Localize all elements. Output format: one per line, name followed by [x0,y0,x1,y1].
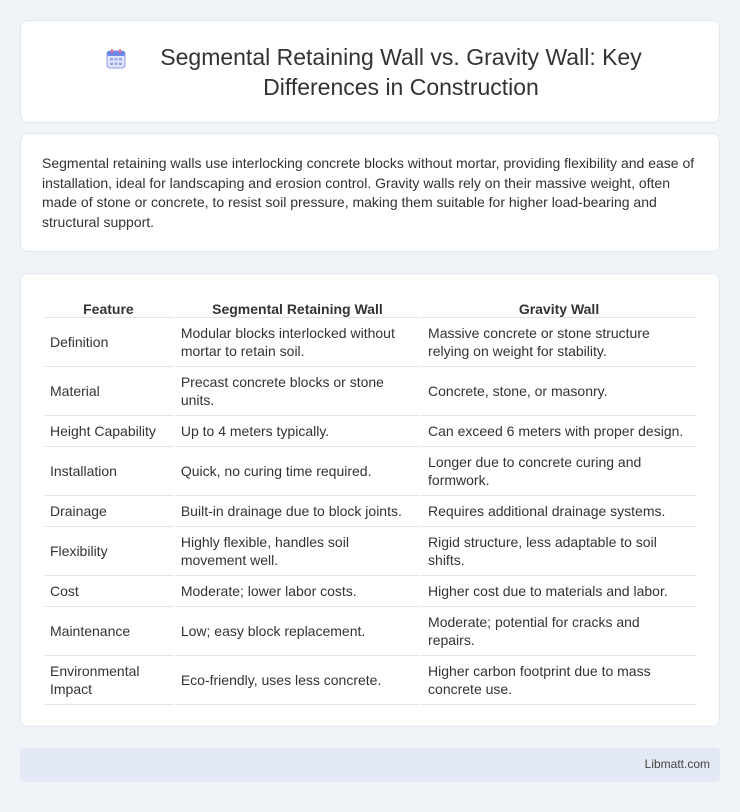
header-card [20,20,720,123]
row-feature: Definition [44,318,173,367]
row-feature: Height Capability [44,416,173,447]
row-feature: Drainage [44,496,173,527]
row-segmental: Moderate; lower labor costs. [175,576,420,607]
table-row [44,576,696,607]
comparison-table [42,296,698,705]
row-segmental: Modular blocks interlocked without mortar to retain soil. [175,318,420,367]
row-feature: Flexibility [44,527,173,576]
row-segmental: Quick, no curing time required. [175,447,420,496]
row-gravity: Rigid structure, less adaptable to soil shifts. [422,527,696,576]
row-gravity: Higher carbon footprint due to mass concrete use. [422,656,696,705]
row-segmental: Precast concrete blocks or stone units. [175,367,420,416]
row-gravity: Requires additional drainage systems. [422,496,696,527]
header-feature: Feature [44,296,173,318]
row-segmental: Built-in drainage due to block joints. [175,496,420,527]
row-feature: Installation [44,447,173,496]
row-feature: Cost [44,576,173,607]
table-row [44,447,696,496]
footer-source-link[interactable]: Libmatt.com [644,757,710,771]
intro-card [20,133,720,252]
comparison-card [20,273,720,727]
row-gravity: Moderate; potential for cracks and repairs. [422,607,696,656]
row-feature: Material [44,367,173,416]
page-title: Segmental Retaining Wall vs. Gravity Wall: Key Differences in Construction [160,43,642,100]
row-feature: Maintenance [44,607,173,656]
row-feature: Environmental Impact [44,656,173,705]
header-segmental: Segmental Retaining Wall [175,296,420,318]
table-header-row [44,296,696,318]
row-gravity: Higher cost due to materials and labor. [422,576,696,607]
table-row [44,607,696,656]
row-gravity: Concrete, stone, or masonry. [422,367,696,416]
table-row [44,367,696,416]
table-row [44,416,696,447]
table-row [44,318,696,367]
intro-paragraph: Segmental retaining walls use interlocking concrete blocks without mortar, providing flexibility and ease of installation, ideal for landscaping and erosion control. Gravity walls rely on their massive weight, often made of stone or concrete, to resist soil pressure, making them suitable for higher load-bearing and structural support. [42,155,695,230]
table-row [44,527,696,576]
table-row [44,656,696,705]
row-segmental: Low; easy block replacement. [175,607,420,656]
row-gravity: Longer due to concrete curing and formwork. [422,447,696,496]
row-segmental: Highly flexible, handles soil movement well. [175,527,420,576]
row-segmental: Up to 4 meters typically. [175,416,420,447]
header-gravity: Gravity Wall [422,296,696,318]
footer [20,748,720,782]
row-gravity: Massive concrete or stone structure relying on weight for stability. [422,318,696,367]
table-row [44,496,696,527]
row-gravity: Can exceed 6 meters with proper design. [422,416,696,447]
row-segmental: Eco-friendly, uses less concrete. [175,656,420,705]
